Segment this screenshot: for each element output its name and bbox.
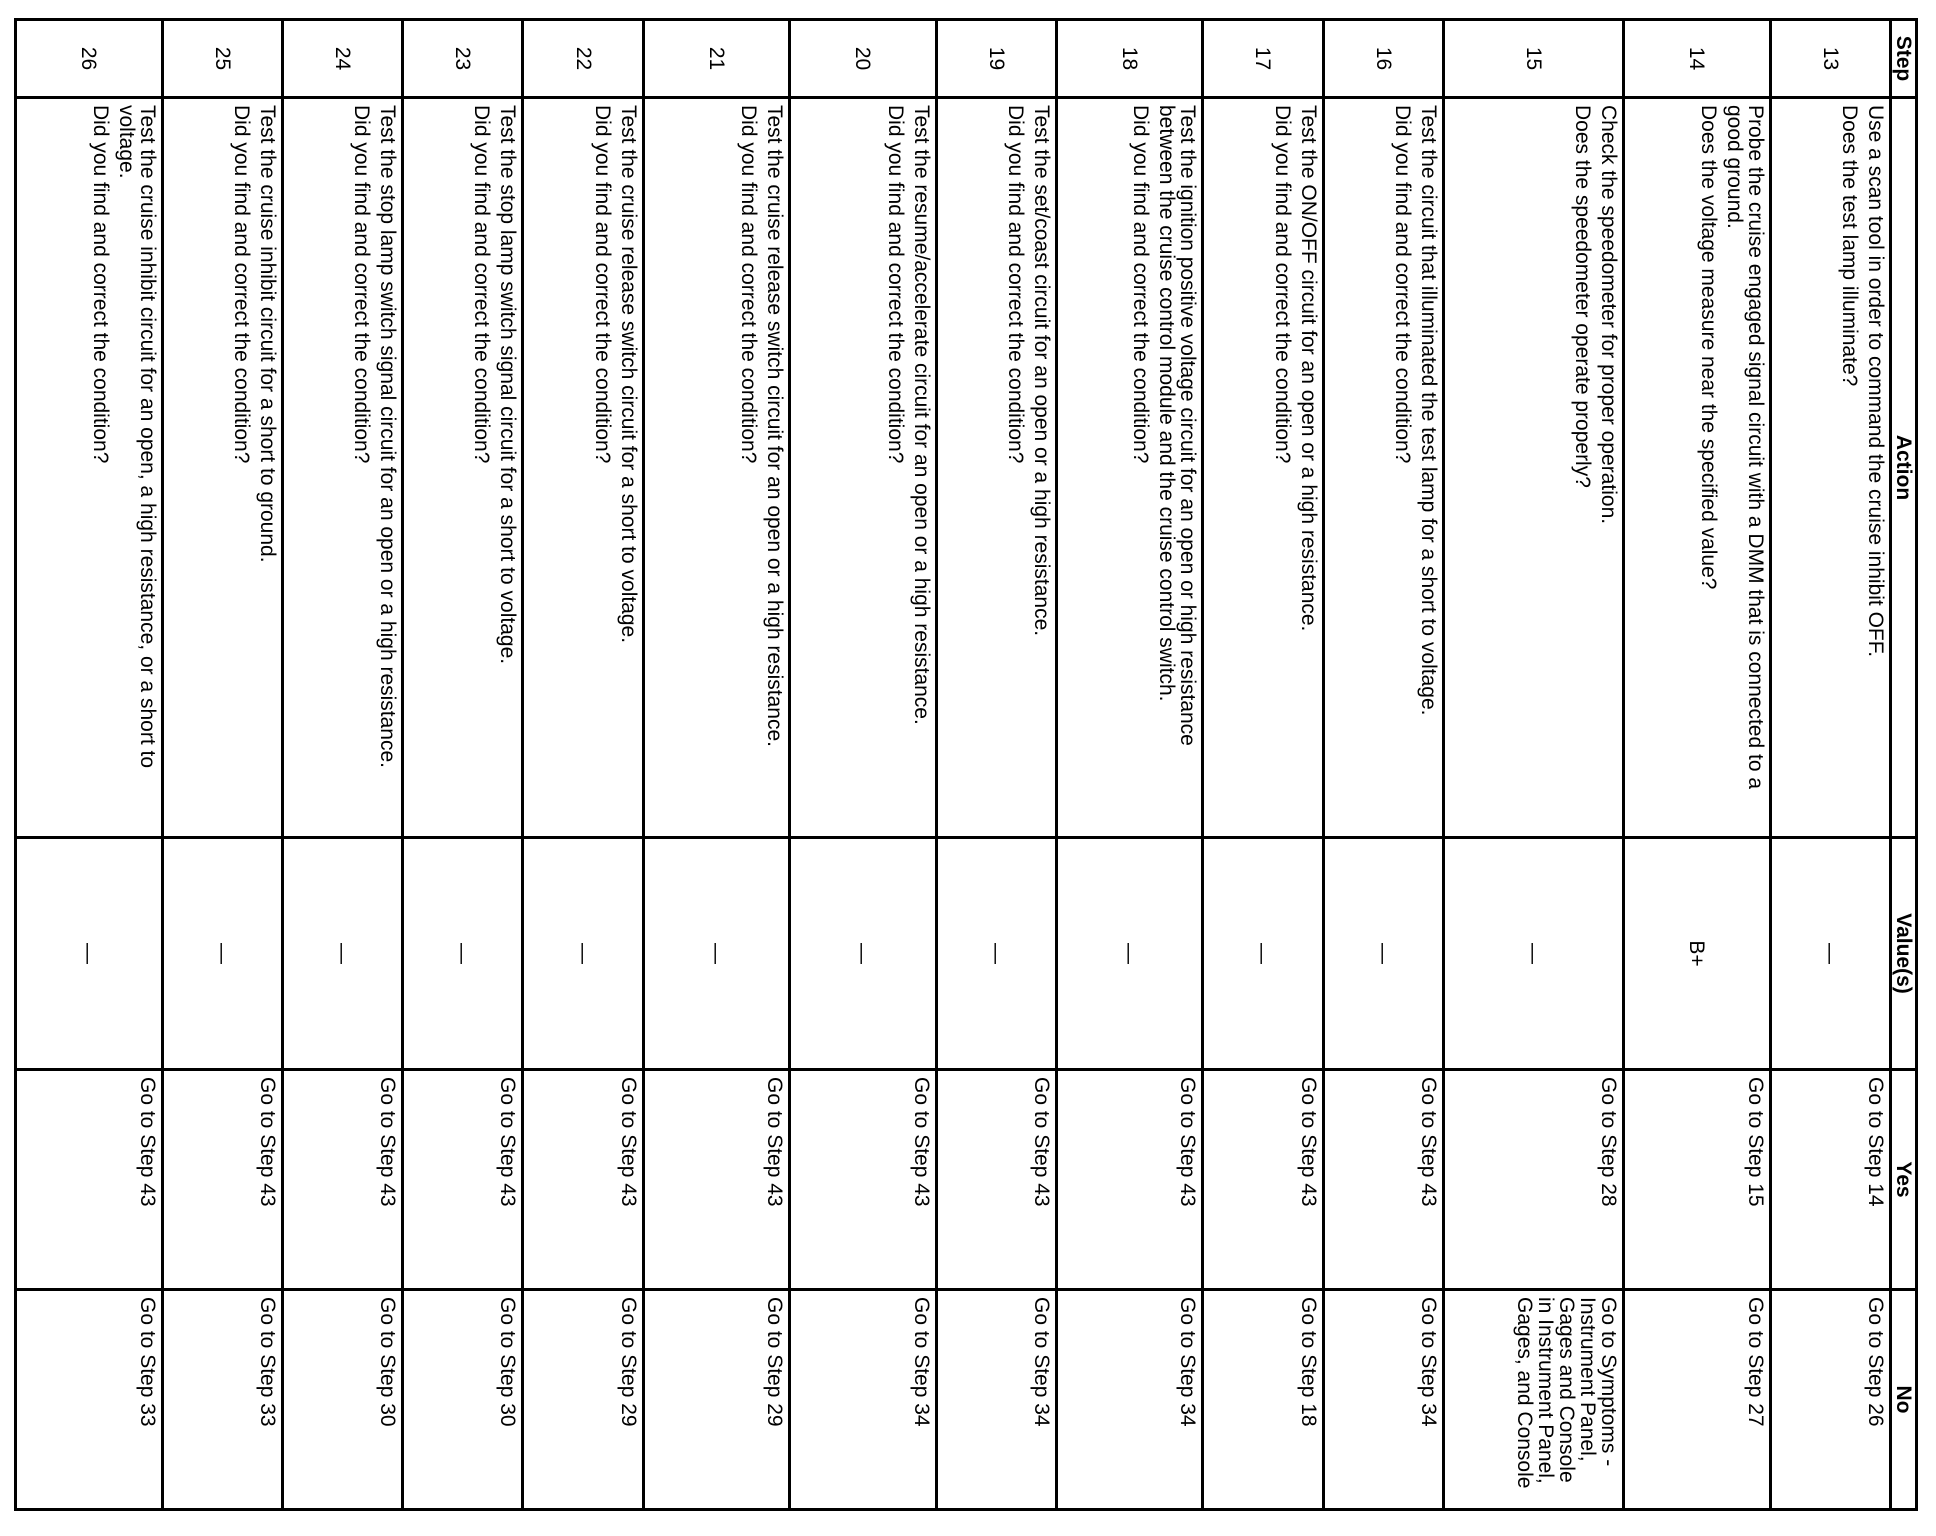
yes-cell: Go to Step 43 (936, 1070, 1056, 1290)
yes-cell: Go to Step 15 (1624, 1070, 1770, 1290)
yes-cell: Go to Step 43 (1323, 1070, 1443, 1290)
value-cell: — (1323, 838, 1443, 1070)
action-cell (1056, 98, 1202, 838)
action-question: Does the test lamp illuminate? (1838, 105, 1861, 387)
action-cell (16, 98, 163, 838)
table-row (1770, 20, 1890, 1510)
action-question: Does the voltage measure near the specified value? (1696, 105, 1720, 590)
step-number: 17 (1203, 20, 1323, 98)
action-question: Did you find and correct the condition? (88, 105, 112, 464)
action-cell (282, 98, 402, 838)
action-instruction: Test the stop lamp switch signal circuit for an open or a high resistance. (376, 105, 400, 768)
action-question: Did you find and correct the condition? (229, 105, 253, 464)
yes-cell: Go to Step 28 (1443, 1070, 1623, 1290)
action-cell (790, 98, 936, 838)
step-number: 22 (523, 20, 643, 98)
action-question: Did you find and correct the condition? (1129, 105, 1153, 464)
action-cell (1443, 98, 1623, 838)
yes-cell: Go to Step 14 (1770, 1070, 1890, 1290)
step-number: 26 (16, 20, 163, 98)
header-action: Action (1891, 98, 1917, 838)
action-cell (162, 98, 282, 838)
table-row (523, 20, 643, 1510)
yes-cell: Go to Step 43 (282, 1070, 402, 1290)
action-instruction: Probe the cruise engaged signal circuit with a DMM that is connected to a good ground. (1722, 105, 1767, 790)
action-question: Did you find and correct the condition? (350, 105, 374, 464)
table-row (1624, 20, 1770, 1510)
action-cell (1624, 98, 1770, 838)
value-cell: — (1770, 838, 1890, 1070)
step-number: 16 (1323, 20, 1443, 98)
action-instruction: Test the resume/accelerate circuit for an open or a high resistance. (909, 105, 933, 725)
yes-cell: Go to Step 43 (643, 1070, 789, 1290)
step-number: 23 (403, 20, 523, 98)
value-cell: — (1443, 838, 1623, 1070)
yes-cell: Go to Step 43 (16, 1070, 163, 1290)
value-cell: — (1203, 838, 1323, 1070)
action-question: Did you find and correct the condition? (737, 105, 761, 464)
action-instruction: Test the circuit that illuminated the test lamp for a short to voltage. (1416, 105, 1440, 716)
value-cell: B+ (1624, 838, 1770, 1070)
header-values: Value(s) (1891, 838, 1917, 1070)
yes-cell: Go to Step 43 (790, 1070, 936, 1290)
yes-cell: Go to Step 43 (403, 1070, 523, 1290)
action-cell (1323, 98, 1443, 838)
step-number: 18 (1056, 20, 1202, 98)
table-row (282, 20, 402, 1510)
no-cell: Go to Step 29 (523, 1290, 643, 1510)
no-cell: Go to Step 30 (282, 1290, 402, 1510)
action-instruction: Test the set/coast circuit for an open or a high resistance. (1029, 105, 1053, 637)
action-question: Did you find and correct the condition? (590, 105, 614, 464)
step-number: 21 (643, 20, 789, 98)
action-instruction: Test the ignition positive voltage circuit for an open or high resistance between the cruise control module and the cruise control switch. (1155, 105, 1200, 746)
value-cell: — (936, 838, 1056, 1070)
table-row (1323, 20, 1443, 1510)
step-number: 14 (1624, 20, 1770, 98)
no-cell: Go to Step 18 (1203, 1290, 1323, 1510)
yes-cell: Go to Step 43 (1056, 1070, 1202, 1290)
header-yes: Yes (1891, 1070, 1917, 1290)
step-number: 24 (282, 20, 402, 98)
action-question: Did you find and correct the condition? (1270, 105, 1294, 464)
action-cell (403, 98, 523, 838)
value-cell: — (403, 838, 523, 1070)
yes-cell: Go to Step 43 (523, 1070, 643, 1290)
table-header-row (1891, 20, 1917, 1510)
diagnostic-table (14, 18, 1918, 1511)
table-row (16, 20, 163, 1510)
no-cell: Go to Step 33 (162, 1290, 282, 1510)
value-cell: — (162, 838, 282, 1070)
no-cell: Go to Step 34 (1056, 1290, 1202, 1510)
action-question: Does the speedometer operate properly? (1571, 105, 1595, 488)
action-question: Did you find and correct the condition? (1003, 105, 1027, 464)
table-row (1056, 20, 1202, 1510)
no-cell: Go to Step 34 (790, 1290, 936, 1510)
step-number: 25 (162, 20, 282, 98)
table-row (1203, 20, 1323, 1510)
value-cell: — (1056, 838, 1202, 1070)
rotated-table-wrapper (14, 18, 1918, 1508)
value-cell: — (282, 838, 402, 1070)
table-row (162, 20, 282, 1510)
table-row (643, 20, 789, 1510)
step-number: 20 (790, 20, 936, 98)
action-instruction: Test the stop lamp switch signal circuit for a short to voltage. (496, 105, 520, 665)
step-number: 19 (936, 20, 1056, 98)
no-cell: Go to Step 34 (936, 1290, 1056, 1510)
yes-cell: Go to Step 43 (162, 1070, 282, 1290)
action-instruction: Test the cruise inhibit circuit for a short to ground. (255, 105, 279, 563)
no-cell: Go to Step 29 (643, 1290, 789, 1510)
value-cell: — (523, 838, 643, 1070)
action-instruction: Test the cruise inhibit circuit for an open, a high resistance, or a short to voltage. (114, 105, 159, 769)
no-cell: Go to Step 30 (403, 1290, 523, 1510)
table-row (936, 20, 1056, 1510)
table-body (16, 20, 1891, 1510)
step-number: 13 (1770, 20, 1890, 98)
action-cell (643, 98, 789, 838)
action-cell (523, 98, 643, 838)
table-row (790, 20, 936, 1510)
action-question: Did you find and correct the condition? (883, 105, 907, 464)
table-row (403, 20, 523, 1510)
action-question: Did you find and correct the condition? (1390, 105, 1414, 464)
step-number: 15 (1443, 20, 1623, 98)
header-step: Step (1891, 20, 1917, 98)
table-row (1443, 20, 1623, 1510)
no-cell: Go to Step 33 (16, 1290, 163, 1510)
value-cell: — (16, 838, 163, 1070)
action-instruction: Test the ON/OFF circuit for an open or a high resistance. (1296, 105, 1320, 632)
action-instruction: Test the cruise release switch circuit for an open or a high resistance. (763, 105, 787, 747)
value-cell: — (643, 838, 789, 1070)
no-cell: Go to Step 34 (1323, 1290, 1443, 1510)
value-cell: — (790, 838, 936, 1070)
action-instruction: Test the cruise release switch circuit for a short to voltage. (616, 105, 640, 644)
action-cell (1770, 98, 1890, 838)
action-instruction: Check the speedometer for proper operation. (1597, 105, 1621, 525)
action-instruction: Use a scan tool in order to command the cruise inhibit OFF. (1864, 105, 1887, 658)
action-question: Did you find and correct the condition? (470, 105, 494, 464)
action-cell (936, 98, 1056, 838)
yes-cell: Go to Step 43 (1203, 1070, 1323, 1290)
no-cell: Go to Symptoms - Instrument Panel, Gages and Console in Instrument Panel, Gages, and Console (1443, 1290, 1623, 1510)
action-cell (1203, 98, 1323, 838)
header-no: No (1891, 1290, 1917, 1510)
no-cell: Go to Step 26 (1770, 1290, 1890, 1510)
no-cell: Go to Step 27 (1624, 1290, 1770, 1510)
